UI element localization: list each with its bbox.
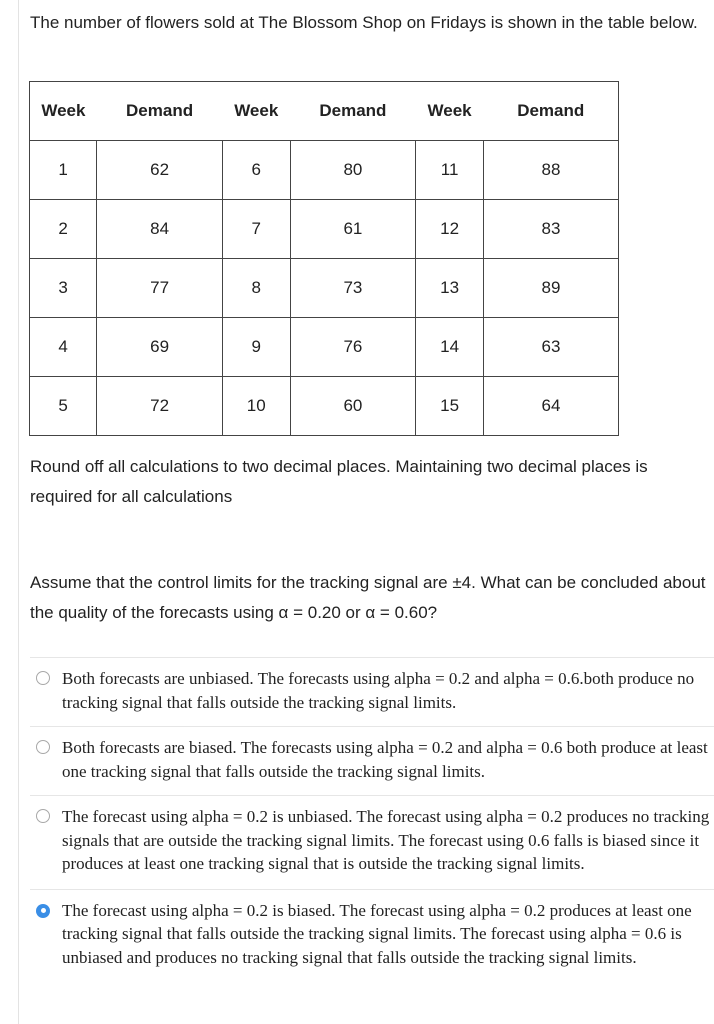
cell-demand: 73 (290, 259, 416, 318)
answer-option-text: Both forecasts are unbiased. The forecasts using alpha = 0.2 and alpha = 0.6.both produce no tracking signal that falls outside the tracking signal limits. (62, 669, 695, 712)
cell-week: 11 (416, 141, 484, 200)
cell-demand: 88 (484, 141, 619, 200)
table-row (30, 200, 619, 259)
cell-week: 2 (30, 200, 97, 259)
answer-options (30, 657, 714, 977)
header-week-2: Week (222, 82, 290, 141)
rounding-note: Round off all calculations to two decimal places. Maintaining two decimal places is required for all calculations (30, 457, 648, 506)
table-header-row (30, 82, 619, 141)
cell-demand: 89 (484, 259, 619, 318)
header-demand-3: Demand (484, 82, 619, 141)
answer-option-text: The forecast using alpha = 0.2 is unbiased. The forecast using alpha = 0.2 produces no tracking signals that are outside the tracking signal limits. The forecast using 0.6 falls is biased since it produces at least one tracking signal that is outside the tracking signal limits. (62, 807, 710, 873)
header-week-3: Week (416, 82, 484, 141)
cell-week: 14 (416, 318, 484, 377)
answer-option-2[interactable] (30, 726, 714, 795)
cell-demand: 62 (97, 141, 223, 200)
demand-table (29, 81, 619, 436)
answer-option-1[interactable] (30, 657, 714, 726)
question-intro: The number of flowers sold at The Blossom Shop on Fridays is shown in the table below. (30, 13, 698, 32)
cell-demand: 83 (484, 200, 619, 259)
cell-week: 3 (30, 259, 97, 318)
cell-week: 6 (222, 141, 290, 200)
cell-week: 1 (30, 141, 97, 200)
cell-week: 9 (222, 318, 290, 377)
table-row (30, 377, 619, 436)
cell-week: 15 (416, 377, 484, 436)
cell-demand: 61 (290, 200, 416, 259)
cell-demand: 64 (484, 377, 619, 436)
table-row (30, 318, 619, 377)
cell-demand: 63 (484, 318, 619, 377)
left-divider (18, 0, 19, 1024)
header-week-1: Week (30, 82, 97, 141)
cell-demand: 77 (97, 259, 223, 318)
answer-option-text: Both forecasts are biased. The forecasts using alpha = 0.2 and alpha = 0.6 both produce at least one tracking signal that falls outside the tracking signal limits. (62, 738, 708, 781)
cell-demand: 76 (290, 318, 416, 377)
cell-week: 13 (416, 259, 484, 318)
radio-button-icon[interactable] (36, 740, 50, 754)
cell-week: 10 (222, 377, 290, 436)
cell-week: 8 (222, 259, 290, 318)
cell-week: 5 (30, 377, 97, 436)
table-row (30, 141, 619, 200)
cell-demand: 69 (97, 318, 223, 377)
cell-week: 12 (416, 200, 484, 259)
cell-demand: 72 (97, 377, 223, 436)
answer-option-text: The forecast using alpha = 0.2 is biased. The forecast using alpha = 0.2 produces at least one tracking signal that falls outside the tracking signal limits. The forecast using alpha = 0.6 is unbiased and produces no tracking signal that falls outside the tracking signal limits. (62, 900, 692, 967)
radio-button-icon[interactable] (36, 809, 50, 823)
header-demand-2: Demand (290, 82, 416, 141)
answer-option-4[interactable] (30, 889, 714, 978)
table-row (30, 259, 619, 318)
header-demand-1: Demand (97, 82, 223, 141)
cell-week: 4 (30, 318, 97, 377)
radio-button-icon[interactable] (36, 671, 50, 685)
question-prompt: Assume that the control limits for the tracking signal are ±4. What can be concluded about the quality of the forecasts using α = 0.20 or α = 0.60? (30, 573, 706, 622)
cell-week: 7 (222, 200, 290, 259)
cell-demand: 60 (290, 377, 416, 436)
cell-demand: 84 (97, 200, 223, 259)
cell-demand: 80 (290, 141, 416, 200)
answer-option-3[interactable] (30, 795, 714, 889)
radio-button-selected-icon[interactable] (36, 904, 50, 918)
